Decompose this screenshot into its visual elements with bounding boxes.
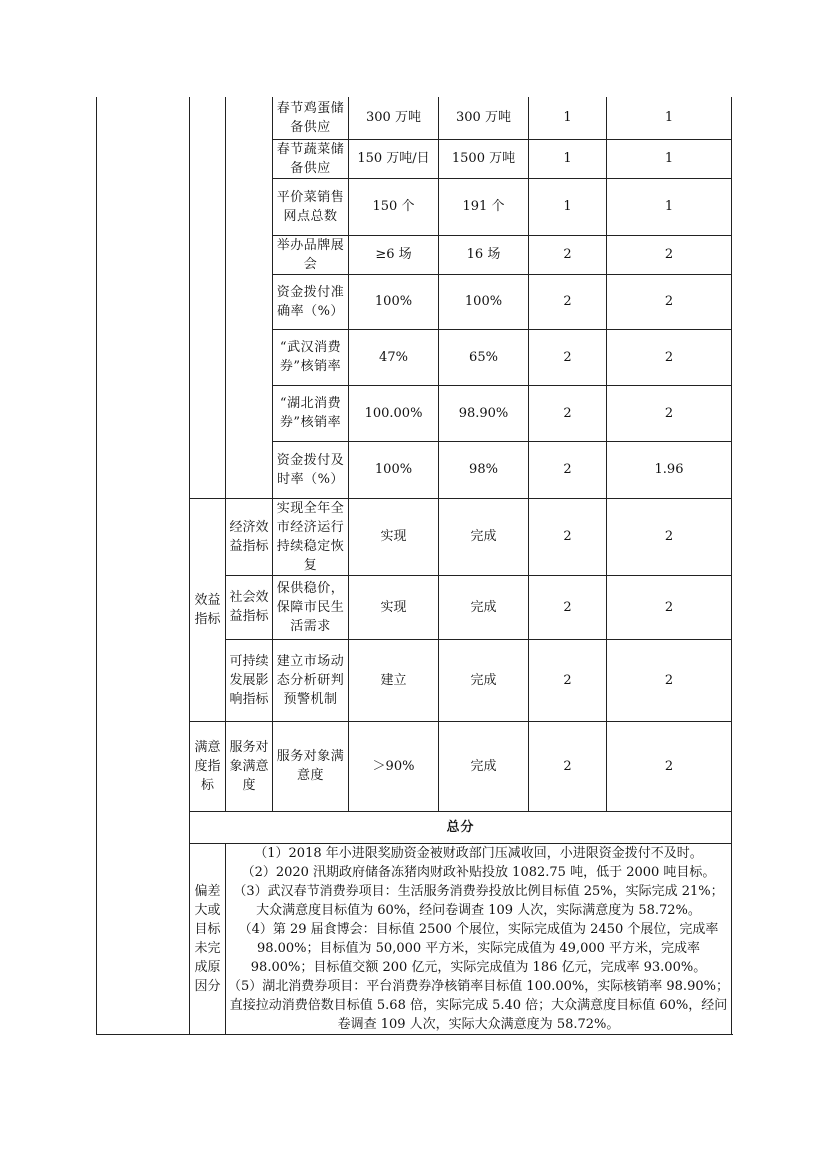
score-value: 2 bbox=[607, 274, 732, 329]
target-value: ≥6 场 bbox=[349, 235, 439, 274]
actual-value: 98.90% bbox=[439, 385, 529, 441]
target-value: 100% bbox=[349, 441, 439, 498]
score-value: 2 bbox=[607, 639, 732, 721]
deviation-label: 偏差大或 目标未完 成原因分 bbox=[190, 843, 226, 1034]
blank-level1-cell bbox=[190, 97, 226, 498]
actual-value: 1500 万吨 bbox=[439, 139, 529, 178]
actual-value: 191 个 bbox=[439, 178, 529, 235]
indicator-name: 平价菜销售网点总数 bbox=[273, 178, 349, 235]
total-row bbox=[97, 811, 732, 843]
indicator-name: 服务对象满意度 bbox=[273, 721, 349, 811]
score-value: 1 bbox=[607, 97, 732, 139]
indicator-name: 资金拨付及时率（%） bbox=[273, 441, 349, 498]
target-value: 100.00% bbox=[349, 385, 439, 441]
performance-table bbox=[96, 97, 732, 1035]
indicator-name: 举办品牌展会 bbox=[273, 235, 349, 274]
score-value: 1 bbox=[607, 139, 732, 178]
indicator-name: 保供稳价，保障市民生活需求 bbox=[273, 575, 349, 639]
actual-value: 65% bbox=[439, 329, 529, 385]
deviation-notes bbox=[226, 843, 732, 1034]
weight-value: 1 bbox=[529, 178, 607, 235]
table-row bbox=[97, 97, 732, 139]
weight-value: 2 bbox=[529, 441, 607, 498]
weight-value: 2 bbox=[529, 235, 607, 274]
weight-value: 2 bbox=[529, 575, 607, 639]
weight-value: 2 bbox=[529, 274, 607, 329]
benefit-category: 社会效益指标 bbox=[226, 575, 273, 639]
benefit-category: 可持续发展影响指标 bbox=[226, 639, 273, 721]
actual-value: 完成 bbox=[439, 639, 529, 721]
target-value: 实现 bbox=[349, 575, 439, 639]
weight-value: 2 bbox=[529, 329, 607, 385]
score-value: 2 bbox=[607, 329, 732, 385]
deviation-note: （4）第 29 届食博会：目标值 2500 个展位，实际完成值为 2450 个展位，完成率 98.00%；目标值为 50,000 平方米，实际完成值为 49,000 平方米，完成率 98.00%；目标值交额 200 亿元，实际完成值为 186 亿元，完成率 93.00%。 bbox=[238, 921, 719, 975]
weight-value: 2 bbox=[529, 721, 607, 811]
actual-value: 16 场 bbox=[439, 235, 529, 274]
actual-value: 98% bbox=[439, 441, 529, 498]
indicator-name: 春节鸡蛋储备供应 bbox=[273, 97, 349, 139]
score-value: 2 bbox=[607, 575, 732, 639]
target-value: 建立 bbox=[349, 639, 439, 721]
score-value: 2 bbox=[607, 385, 732, 441]
target-value: 100% bbox=[349, 274, 439, 329]
score-value: 2 bbox=[607, 235, 732, 274]
score-value: 1.96 bbox=[607, 441, 732, 498]
benefit-category: 经济效益指标 bbox=[226, 498, 273, 575]
satisfaction-indicator-label: 满意度指标 bbox=[190, 721, 226, 811]
weight-value: 2 bbox=[529, 498, 607, 575]
score-value: 2 bbox=[607, 721, 732, 811]
target-value: 150 个 bbox=[349, 178, 439, 235]
weight-value: 2 bbox=[529, 639, 607, 721]
blank-level2-cell bbox=[226, 97, 273, 498]
satisfaction-category: 服务对象满意度 bbox=[226, 721, 273, 811]
indicator-name: 建立市场动态分析研判预警机制 bbox=[273, 639, 349, 721]
actual-value: 完成 bbox=[439, 498, 529, 575]
indicator-name: “湖北消费券”核销率 bbox=[273, 385, 349, 441]
actual-value: 300 万吨 bbox=[439, 97, 529, 139]
indicator-name: “武汉消费券”核销率 bbox=[273, 329, 349, 385]
weight-value: 2 bbox=[529, 385, 607, 441]
target-value: 300 万吨 bbox=[349, 97, 439, 139]
weight-value: 1 bbox=[529, 97, 607, 139]
blank-left-column bbox=[97, 97, 190, 1034]
score-value: 2 bbox=[607, 498, 732, 575]
deviation-note: （3）武汉春节消费券项目：生活服务消费券投放比例目标值 25%，实际完成 21%；大众满意度目标值为 60%，经问卷调查 109 人次，实际满意度为 58.72%。 bbox=[233, 883, 724, 918]
target-value: 实现 bbox=[349, 498, 439, 575]
score-value: 1 bbox=[607, 178, 732, 235]
benefit-indicator-label: 效益指标 bbox=[190, 498, 226, 721]
actual-value: 完成 bbox=[439, 721, 529, 811]
table-row bbox=[97, 721, 732, 811]
target-value: ＞90% bbox=[349, 721, 439, 811]
weight-value: 1 bbox=[529, 139, 607, 178]
indicator-name: 春节蔬菜储备供应 bbox=[273, 139, 349, 178]
total-label: 总分 bbox=[190, 811, 732, 843]
target-value: 47% bbox=[349, 329, 439, 385]
actual-value: 完成 bbox=[439, 575, 529, 639]
target-value: 150 万吨/日 bbox=[349, 139, 439, 178]
table-row bbox=[97, 498, 732, 575]
deviation-note: （1）2018 年小进限奖励资金被财政部门压减收回，小进限资金拨付不及时。 bbox=[254, 845, 703, 861]
deviation-note: （5）湖北消费券项目：平台消费券净核销率目标值 100.00%，实际核销率 98.90%；直接拉动消费倍数目标值 5.68 倍，实际完成 5.40 倍；大众满意度目标值 60%，经问卷调查 109 人次，实际大众满意度为 58.72%。 bbox=[228, 978, 729, 1032]
indicator-name: 实现全年全市经济运行持续稳定恢复 bbox=[273, 498, 349, 575]
indicator-name: 资金拨付准确率（%） bbox=[273, 274, 349, 329]
deviation-row bbox=[97, 843, 732, 1034]
deviation-note: （2）2020 汛期政府储备冻猪肉财政补贴投放 1082.75 吨，低于 2000 吨目标。 bbox=[241, 864, 716, 880]
actual-value: 100% bbox=[439, 274, 529, 329]
